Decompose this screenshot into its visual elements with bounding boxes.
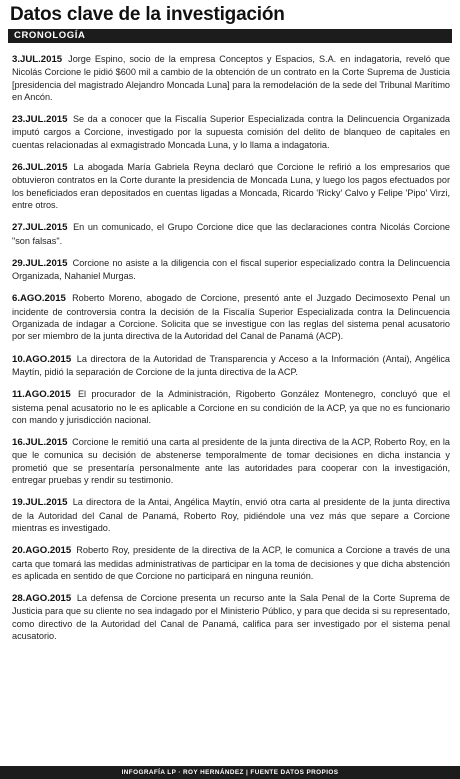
timeline-entry <box>12 544 450 582</box>
entry-date: 10.AGO.2015 <box>12 353 72 365</box>
entry-text: La abogada María Gabriela Reyna declaró que Corcione le refirió a los empresarios que obtuvieron contratos en la Corte durante la presidencia de Moncada Luna, y luego los pagos efectuados por los beneficiados eran depositados en cuentas ligadas a Moncada, Ricardo 'Ricky' Calvo y Felipe 'Pipo' Virzi, entre otros. <box>12 162 450 210</box>
timeline-entry <box>12 388 450 426</box>
entry-date: 27.JUL.2015 <box>12 222 68 234</box>
entry-text: Jorge Espino, socio de la empresa Conceptos y Espacios, S.A. en indagatoria, reveló que Nicolás Corcione le pidió $600 mil a cambio de la obtención de un contrato en la Corte Suprema de Justicia [presidencia del magistrado Alejandro Moncada Luna] para la remodelación de la sede del Tribunal Marítimo en Ancón. <box>12 54 450 102</box>
entry-date: 16.JUL.2015 <box>12 437 68 449</box>
credits-footer: INFOGRAFÍA LP · ROY HERNÁNDEZ | FUENTE DATOS PROPIOS <box>0 766 460 779</box>
section-label: CRONOLOGÍA <box>8 29 452 43</box>
entry-text: Corcione no asiste a la diligencia con el fiscal superior especializado contra la Delincuencia Organizada, Nahaniel Murgas. <box>12 257 450 282</box>
timeline-entry <box>12 292 450 342</box>
entry-date: 29.JUL.2015 <box>12 257 68 269</box>
timeline-entry <box>12 353 450 379</box>
entry-text: En un comunicado, el Grupo Corcione dice que las declaraciones contra Nicolás Corcione "son falsas". <box>12 222 450 246</box>
timeline-list <box>0 43 460 642</box>
entry-date: 11.AGO.2015 <box>12 389 71 401</box>
entry-text: La defensa de Corcione presenta un recurso ante la Sala Penal de la Corte Suprema de Justicia para que su cliente no sea indagado por el Ministerio Público, y para que decida si su representado, como directivo de la Autoridad del Canal de Panamá, califica para ser investigado por el sistema penal acusatorio. <box>12 593 450 641</box>
entry-date: 26.JUL.2015 <box>12 162 68 174</box>
entry-date: 20.AGO.2015 <box>12 545 72 557</box>
entry-date: 23.JUL.2015 <box>12 114 68 126</box>
entry-text: La directora de la Antai, Angélica Maytín, envió otra carta al presidente de la junta directiva de la Autoridad del Canal de Panamá, Roberto Roy, pidiéndole una vez más que separe a Corcione mientras es investigado. <box>12 497 450 533</box>
entry-text: Roberto Roy, presidente de la directiva de la ACP, le comunica a Corcione a través de una carta que tomará las medidas administrativas de participar en la toma de decisiones y que dicha abstención es aplicada en sentido de que Corcione no participará en ninguna reunión. <box>12 545 450 581</box>
entry-text: Corcione le remitió una carta al presidente de la junta directiva de la ACP, Roberto Roy, en la que le comunica su decisión de abstenerse temporalmente de tomar decisiones en dicha instancia y prometió que se presentaría personalmente ante las autoridades para cooperar con la investigación, entregar pruebas y rendir su testimonio. <box>12 437 450 486</box>
entry-text: El procurador de la Administración, Rigoberto González Montenegro, concluyó que el sistema penal acusatorio no le es aplicable a Corcione en su condición de la ACP, ya que no es funcionario con mando y jurisdicción nacional. <box>12 389 450 425</box>
entry-date: 28.AGO.2015 <box>12 593 72 605</box>
entry-date: 19.JUL.2015 <box>12 497 68 509</box>
timeline-entry <box>12 436 450 486</box>
timeline-entry <box>12 592 450 642</box>
timeline-entry <box>12 161 450 211</box>
entry-text: Se da a conocer que la Fiscalía Superior Especializada contra la Delincuencia Organizada imputó cargos a Corcione, investigado por la supuesta comisión del delito de blanqueo de capitales en cuentas relacionadas al exmagistrado Moncada Luna, y lo llama a indagatoria. <box>12 114 450 150</box>
timeline-entry <box>12 257 450 283</box>
entry-text: Roberto Moreno, abogado de Corcione, presentó ante el Juzgado Decimosexto Penal un incidente de controversia contra la decisión de la Fiscalía Superior Especializada contra la Delincuencia Organizada de indagar a Corcione. Solicita que se investigue con las reglas del sistema penal acusatorio por ser miembro de la junta directiva de la Autoridad del Canal de Panamá (ACP). <box>12 293 450 342</box>
entry-date: 3.JUL.2015 <box>12 54 63 65</box>
timeline-entry <box>12 113 450 151</box>
entry-text: La directora de la Autoridad de Transparencia y Acceso a la Información (Antai), Angélica Maytín, pidió la separación de Corcione de la junta directiva de la ACP. <box>12 353 450 377</box>
timeline-entry <box>12 496 450 534</box>
page-title: Datos clave de la investigación <box>10 4 285 25</box>
timeline-entry <box>12 221 450 247</box>
entry-date: 6.AGO.2015 <box>12 293 66 305</box>
timeline-entry <box>12 53 450 103</box>
